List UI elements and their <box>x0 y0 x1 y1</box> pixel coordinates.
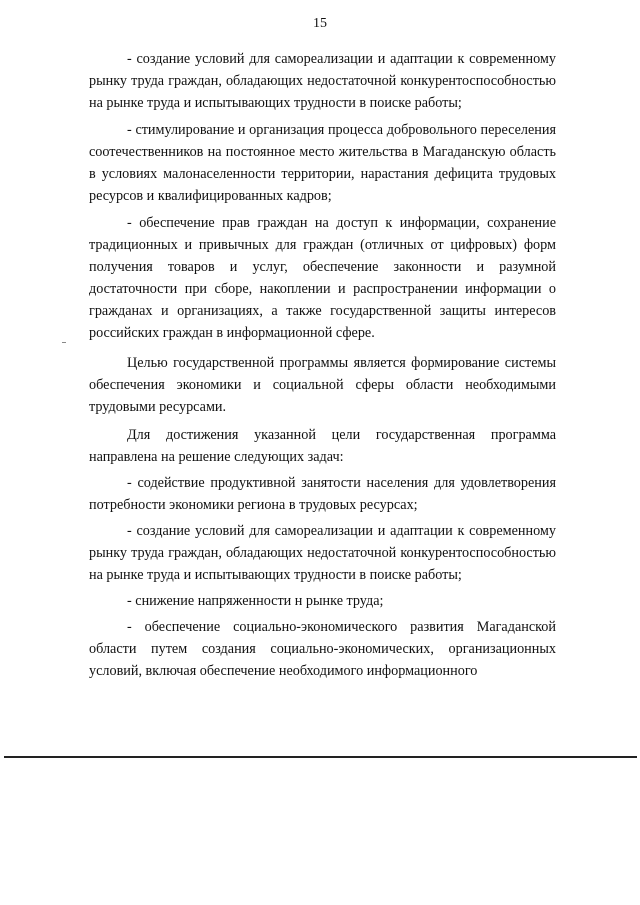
page-divider <box>4 756 637 758</box>
document-body <box>89 48 556 682</box>
paragraph-8: - снижение напряженности н рынке труда; <box>127 593 384 609</box>
paragraph-9: - обеспечение социально-экономического развития Магаданской области путем создания социально-экономических, организационных условий, включая обеспечение необходимого информационного <box>89 619 556 679</box>
paragraph-3: - обеспечение прав граждан на доступ к информации, сохранение традиционных и привычных для граждан (отличных от цифровых) форм получения товаров и услуг, обеспечение законности и разумной достаточности при сборе, накоплении и распространении информации о гражданах и организациях, а также государственной защиты интересов российских граждан в информационной сфере. <box>89 215 556 341</box>
paragraph-1: - создание условий для самореализации и адаптации к современному рынку труда граждан, обладающих недостаточной конкурентоспособностью на рынке труда и испытывающих трудности в поиске работы; <box>89 51 556 111</box>
paragraph-4: Целью государственной программы является формирование системы обеспечения экономики и социальной сферы области необходимыми трудовыми ресурсами. <box>89 355 556 415</box>
paragraph-6: - содействие продуктивной занятости населения для удовлетворения потребности экономики региона в трудовых ресурсах; <box>89 475 556 513</box>
paragraph-7: - создание условий для самореализации и адаптации к современному рынку труда граждан, обладающих недостаточной конкурентоспособностью на рынке труда и испытывающих трудности в поиске работы; <box>89 523 556 583</box>
page-number: 15 <box>313 16 327 31</box>
paragraph-2: - стимулирование и организация процесса добровольного переселения соотечественников на постоянное место жительства в Магаданскую область в условиях малонаселенности территории, нарастания дефицита трудовых ресурсов и квалифицированных кадров; <box>89 122 556 204</box>
paragraph-5: Для достижения указанной цели государственная программа направлена на решение следующих задач: <box>89 427 556 465</box>
margin-mark <box>62 342 66 343</box>
